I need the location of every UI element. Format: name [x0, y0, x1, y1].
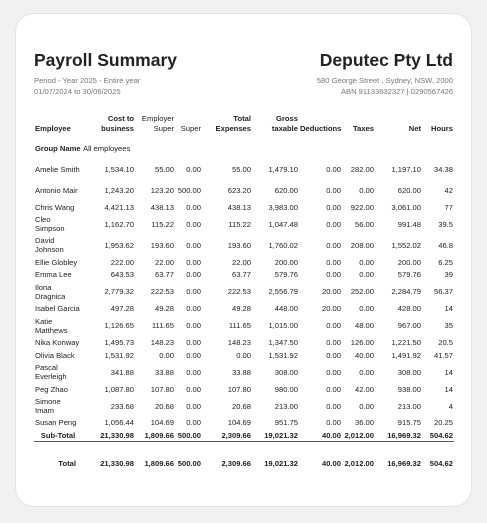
cell-employee-name: Pascal Everleigh	[35, 363, 67, 382]
cell-net: 938.00	[397, 384, 421, 394]
total-super: 500.00	[177, 458, 201, 468]
cell-taxes: 0.00	[359, 270, 374, 280]
cell-hours: 42	[444, 186, 453, 195]
cell-total-expenses: 22.00	[231, 257, 251, 267]
cell-employee-name: Simone Imam	[35, 397, 61, 416]
subtotal-employer-super: 1,809.66	[135, 429, 175, 442]
cell-cost-to-business: 497.28	[110, 304, 134, 314]
group-row	[34, 137, 454, 159]
cell-employer-super: 111.65	[151, 321, 174, 331]
cell-net: 308.00	[397, 367, 421, 377]
subtotal-deductions: 40.00	[299, 429, 342, 442]
subtotal-label: Sub-Total	[34, 429, 82, 442]
cell-total-expenses: 49.28	[231, 304, 251, 314]
cell-employer-super: 193.60	[150, 240, 174, 250]
table-spacer	[34, 442, 454, 457]
cell-net: 967.00	[397, 321, 421, 331]
table-row	[34, 417, 454, 430]
cell-cost-to-business: 1,162.70	[104, 219, 134, 229]
report-period	[34, 76, 140, 97]
table-row	[34, 315, 454, 336]
total-cost: 21,330.98	[100, 458, 134, 468]
cell-hours: 6.25	[438, 257, 453, 267]
cell-hours: 41.57	[433, 350, 453, 360]
cell-employee-name: Susan Peng	[35, 418, 77, 428]
cell-gross-taxable: 200.00	[274, 257, 298, 267]
cell-super: 0.00	[186, 401, 201, 411]
cell-net: 620.00	[397, 186, 421, 195]
cell-cost-to-business: 643.53	[110, 270, 134, 280]
cell-employer-super: 0.00	[159, 350, 174, 360]
cell-deductions: 0.00	[326, 418, 341, 428]
cell-cost-to-business: 1,126.65	[104, 321, 134, 331]
cell-employer-super: 22.00	[154, 257, 174, 267]
cell-total-expenses: 148.23	[227, 338, 251, 348]
cell-net: 1,197.10	[391, 165, 421, 174]
cell-taxes: 252.00	[350, 287, 374, 297]
cell-employer-super: 49.28	[154, 304, 174, 314]
cell-super: 0.00	[186, 321, 201, 331]
cell-gross-taxable: 1,047.48	[268, 219, 298, 229]
cell-deductions: 0.00	[326, 270, 341, 280]
subtotal-row	[34, 429, 454, 442]
subtotal-hours: 504.62	[422, 429, 454, 442]
cell-cost-to-business: 1,087.80	[104, 384, 134, 394]
cell-gross-taxable: 213.00	[274, 401, 298, 411]
cell-gross-taxable: 951.75	[274, 418, 298, 428]
cell-deductions: 0.00	[326, 367, 341, 377]
cell-cost-to-business: 4,421.13	[104, 202, 134, 212]
table-row	[34, 396, 454, 417]
cell-taxes: 0.00	[359, 257, 374, 267]
table-row	[34, 235, 454, 256]
cell-total-expenses: 222.53	[227, 287, 251, 297]
cell-employee-name: Nika Konway	[35, 338, 80, 348]
cell-hours: 14	[444, 367, 453, 377]
company-abn: ABN 91133632327 | 0290567426	[340, 86, 453, 96]
company-name: Deputec Pty Ltd	[319, 50, 453, 70]
cell-total-expenses: 55.00	[231, 165, 251, 174]
cell-net: 915.75	[397, 418, 421, 428]
cell-taxes: 922.00	[350, 202, 374, 212]
cell-total-expenses: 104.69	[227, 418, 251, 428]
cell-hours: 14	[444, 304, 453, 314]
cell-gross-taxable: 1,347.50	[268, 338, 298, 348]
cell-super: 0.00	[186, 219, 201, 229]
cell-taxes: 48.00	[354, 321, 374, 331]
cell-cost-to-business: 1,243.20	[104, 186, 134, 195]
cell-gross-taxable: 1,760.02	[268, 240, 298, 250]
cell-deductions: 0.00	[326, 321, 341, 331]
cell-taxes: 0.00	[359, 401, 374, 411]
cell-cost-to-business: 2,779.32	[104, 287, 134, 297]
period-line: Period - Year 2025 - Entire year	[34, 76, 141, 85]
cell-employer-super: 222.53	[150, 287, 174, 297]
cell-hours: 39.5	[438, 219, 453, 229]
cell-cost-to-business: 341.88	[110, 367, 134, 377]
cell-net: 1,491.92	[391, 350, 421, 360]
cell-total-expenses: 623.20	[227, 186, 251, 195]
cell-employee-name: Olivia Black	[35, 350, 75, 360]
cell-taxes: 0.00	[359, 186, 374, 195]
cell-hours: 20.5	[438, 338, 453, 348]
cell-net: 991.48	[397, 219, 421, 229]
total-row	[34, 456, 454, 470]
table-row	[34, 349, 454, 362]
group-value: All employees	[83, 143, 131, 153]
cell-cost-to-business: 1,056.44	[104, 418, 134, 428]
cell-super: 0.00	[186, 338, 201, 348]
cell-net: 579.76	[397, 270, 421, 280]
col-cost-to-business: Cost to business	[101, 114, 134, 133]
company-address: 580 George Street , Sydney, NSW, 2000	[316, 76, 453, 85]
cell-deductions: 0.00	[326, 384, 341, 394]
cell-super: 500.00	[177, 186, 201, 195]
cell-net: 200.00	[397, 257, 421, 267]
cell-super: 0.00	[186, 270, 201, 280]
cell-deductions: 0.00	[326, 165, 341, 174]
total-gross: 19,021.32	[264, 458, 298, 468]
cell-taxes: 282.00	[350, 165, 374, 174]
table-row	[34, 336, 454, 349]
cell-hours: 20.25	[433, 418, 453, 428]
cell-employee-name: Isabel Garcia	[35, 304, 80, 314]
cell-employee-name: Emma Lee	[35, 270, 72, 280]
total-label: Total	[58, 458, 76, 468]
cell-total-expenses: 20.68	[231, 401, 251, 411]
cell-taxes: 42.00	[354, 384, 374, 394]
table-row	[34, 180, 454, 201]
table-row	[34, 362, 454, 383]
col-employee: Employee	[35, 123, 71, 133]
cell-taxes: 40.00	[354, 350, 374, 360]
total-net: 16,969.32	[387, 458, 421, 468]
cell-employee-name: Amelie Smith	[35, 165, 80, 174]
cell-taxes: 126.00	[350, 338, 374, 348]
cell-employer-super: 438.13	[150, 202, 174, 212]
cell-hours: 34.38	[433, 165, 453, 174]
report-title: Payroll Summary	[34, 50, 177, 70]
table-row	[34, 383, 454, 396]
col-employer-super: Employer Super	[141, 114, 174, 133]
cell-super: 0.00	[186, 165, 201, 174]
cell-total-expenses: 107.80	[227, 384, 251, 394]
cell-gross-taxable: 980.00	[274, 384, 298, 394]
cell-gross-taxable: 579.76	[274, 270, 298, 280]
cell-employer-super: 123.20	[150, 186, 174, 195]
cell-employer-super: 20.68	[154, 401, 174, 411]
cell-employer-super: 63.77	[154, 270, 174, 280]
cell-hours: 39	[444, 270, 453, 280]
col-total-expenses: Total Expenses	[215, 114, 251, 133]
cell-employee-name: Chris Wang	[35, 202, 75, 212]
cell-super: 0.00	[186, 240, 201, 250]
subtotal-cost: 21,330.98	[82, 429, 135, 442]
cell-employee-name: Peg Zhao	[35, 384, 68, 394]
cell-hours: 46.8	[438, 240, 453, 250]
cell-total-expenses: 115.22	[228, 219, 251, 229]
cell-hours: 35	[444, 321, 453, 331]
cell-total-expenses: 0.00	[236, 350, 251, 360]
cell-taxes: 36.00	[354, 418, 374, 428]
subtotal-total-expenses: 2,309.66	[202, 429, 252, 442]
cell-deductions: 0.00	[326, 401, 341, 411]
cell-super: 0.00	[186, 418, 201, 428]
cell-employee-name: Katie Matthews	[35, 316, 68, 335]
cell-deductions: 0.00	[326, 338, 341, 348]
total-deductions: 40.00	[321, 458, 341, 468]
cell-net: 3,061.00	[391, 202, 421, 212]
cell-deductions: 0.00	[326, 240, 341, 250]
cell-hours: 4	[448, 401, 453, 411]
cell-employer-super: 33.88	[154, 367, 174, 377]
col-hours: Hours	[431, 123, 453, 133]
subtotal-net: 16,969.32	[375, 429, 422, 442]
cell-employer-super: 104.69	[150, 418, 174, 428]
table-row	[34, 214, 454, 235]
table-row	[34, 281, 454, 302]
cell-deductions: 0.00	[326, 257, 341, 267]
cell-super: 0.00	[186, 287, 201, 297]
cell-total-expenses: 111.65	[228, 321, 251, 331]
col-taxes: Taxes	[353, 123, 374, 133]
cell-super: 0.00	[186, 304, 201, 314]
cell-net: 1,552.02	[391, 240, 421, 250]
cell-hours: 56.37	[433, 287, 453, 297]
cell-gross-taxable: 620.00	[274, 186, 298, 195]
cell-total-expenses: 193.60	[227, 240, 251, 250]
table-row	[34, 256, 454, 269]
cell-gross-taxable: 448.00	[274, 304, 298, 314]
group-label: Group Name	[35, 143, 81, 153]
cell-taxes: 0.00	[359, 367, 374, 377]
cell-deductions: 0.00	[326, 219, 341, 229]
cell-cost-to-business: 222.00	[110, 257, 134, 267]
cell-gross-taxable: 3,983.00	[268, 202, 298, 212]
cell-taxes: 0.00	[359, 304, 374, 314]
cell-employee-name: Ellie Globley	[35, 257, 78, 267]
total-employer-super: 1,809.66	[144, 458, 174, 468]
cell-super: 0.00	[186, 367, 201, 377]
cell-deductions: 20.00	[321, 304, 341, 314]
cell-total-expenses: 63.77	[231, 270, 251, 280]
col-super: Super	[180, 123, 201, 133]
cell-employer-super: 148.23	[150, 338, 174, 348]
col-net: Net	[408, 123, 421, 133]
cell-gross-taxable: 308.00	[274, 367, 298, 377]
cell-cost-to-business: 1,953.62	[104, 240, 134, 250]
payroll-table	[34, 114, 454, 470]
cell-cost-to-business: 1,531.92	[104, 350, 134, 360]
cell-net: 428.00	[397, 304, 421, 314]
cell-taxes: 56.00	[354, 219, 374, 229]
subtotal-taxes: 2,012.00	[342, 429, 375, 442]
cell-gross-taxable: 1,479.10	[268, 165, 298, 174]
cell-super: 0.00	[186, 257, 201, 267]
cell-deductions: 0.00	[326, 202, 341, 212]
table-row	[34, 302, 454, 315]
cell-gross-taxable: 2,556.79	[268, 287, 298, 297]
cell-employee-name: David Johnson	[35, 236, 64, 255]
cell-net: 213.00	[397, 401, 421, 411]
table-row	[34, 269, 454, 282]
cell-hours: 14	[444, 384, 453, 394]
date-range: 01/07/2024 to 30/06/2025	[34, 86, 121, 96]
cell-employer-super: 107.80	[150, 384, 174, 394]
cell-taxes: 208.00	[350, 240, 374, 250]
cell-net: 2,284.79	[391, 287, 421, 297]
cell-total-expenses: 33.88	[231, 367, 251, 377]
cell-hours: 77	[444, 202, 453, 212]
col-gross-taxable: Gross taxable	[271, 114, 298, 133]
cell-employer-super: 55.00	[154, 165, 174, 174]
col-deductions: Deductions	[300, 123, 342, 133]
cell-gross-taxable: 1,015.00	[268, 321, 298, 331]
cell-deductions: 0.00	[326, 350, 341, 360]
cell-employee-name: Antonio Mair	[35, 186, 78, 195]
cell-gross-taxable: 1,531.92	[268, 350, 298, 360]
cell-net: 1,221.50	[391, 338, 421, 348]
table-row	[34, 159, 454, 180]
cell-cost-to-business: 233.68	[110, 401, 134, 411]
cell-total-expenses: 438.13	[227, 202, 251, 212]
total-total-expenses: 2,309.66	[221, 458, 251, 468]
cell-super: 0.00	[186, 384, 201, 394]
cell-cost-to-business: 1,495.73	[104, 338, 134, 348]
cell-deductions: 0.00	[326, 186, 341, 195]
total-taxes: 2,012.00	[344, 458, 374, 468]
table-row	[34, 201, 454, 214]
cell-deductions: 20.00	[321, 287, 341, 297]
cell-employee-name: Cleo Simpson	[35, 215, 65, 234]
cell-employer-super: 115.22	[151, 219, 174, 229]
cell-employee-name: Ilona Dragnica	[35, 282, 66, 301]
subtotal-super: 500.00	[175, 429, 202, 442]
cell-super: 0.00	[186, 202, 201, 212]
cell-cost-to-business: 1,534.10	[104, 165, 134, 174]
cell-super: 0.00	[186, 350, 201, 360]
company-details	[317, 76, 453, 97]
table-header-row	[34, 114, 454, 137]
subtotal-gross: 19,021.32	[252, 429, 299, 442]
total-hours: 504.62	[429, 458, 453, 468]
